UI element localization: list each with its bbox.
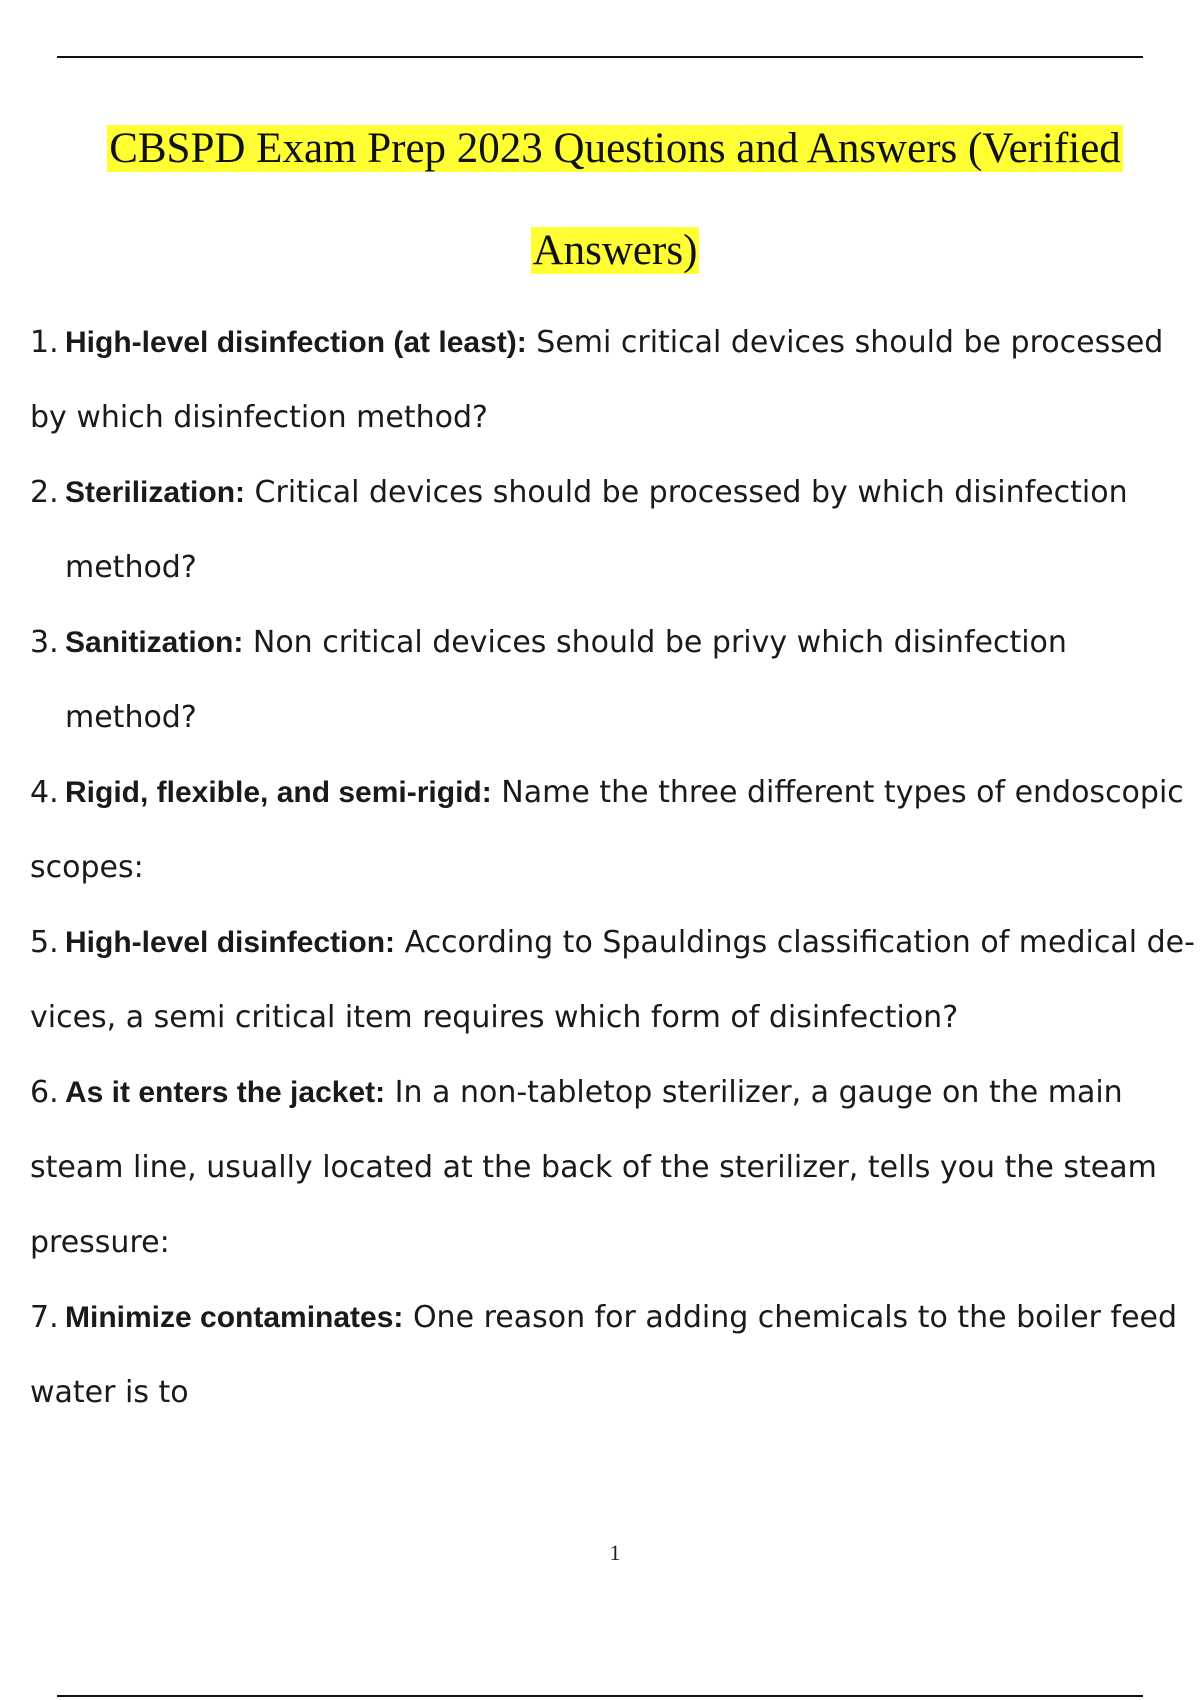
item-answer: Sanitization: xyxy=(65,626,244,659)
item-question: Semi critical devices should be processed by which disinfection method? xyxy=(30,325,1164,435)
item-question: Critical devices should be processed by which disinfection method? xyxy=(65,475,1128,585)
item-answer: High-level disinfection (at least): xyxy=(65,326,527,359)
qa-list xyxy=(30,305,1200,1430)
qa-item-3 xyxy=(30,605,1200,755)
item-question: One reason for adding chemicals to the boiler feed water is to xyxy=(30,1300,1178,1410)
item-number: 6. xyxy=(30,1075,59,1110)
page-number: 1 xyxy=(609,1540,621,1565)
qa-item-7 xyxy=(30,1280,1200,1430)
document-title xyxy=(40,98,1190,302)
top-divider xyxy=(57,56,1143,58)
item-answer: As it enters the jacket: xyxy=(65,1076,386,1109)
title-highlight: CBSPD Exam Prep 2023 Questions and Answers (Verified Answers) xyxy=(109,125,1121,274)
item-answer: Minimize contaminates: xyxy=(65,1301,404,1334)
qa-item-2 xyxy=(30,455,1200,605)
qa-item-1 xyxy=(30,305,1200,455)
item-answer: Rigid, flexible, and semi-rigid: xyxy=(65,776,492,809)
item-answer: Sterilization: xyxy=(65,476,246,509)
item-answer: High-level disinfection: xyxy=(65,926,396,959)
bottom-divider xyxy=(57,1695,1143,1697)
item-question: In a non-tabletop sterilizer, a gauge on the main steam line, usually located at the back of the sterilizer, tells you the steam pressure: xyxy=(30,1075,1157,1260)
qa-item-5 xyxy=(30,905,1200,1055)
qa-item-4 xyxy=(30,755,1200,905)
item-number: 4. xyxy=(30,775,59,810)
qa-item-6 xyxy=(30,1055,1200,1280)
item-number: 2. xyxy=(30,475,59,510)
item-number: 1. xyxy=(30,325,59,360)
item-number: 5. xyxy=(30,925,59,960)
item-number: 7. xyxy=(30,1300,59,1335)
item-number: 3. xyxy=(30,625,59,660)
item-question: Name the three different types of endoscopic scopes: xyxy=(30,775,1184,885)
item-question: Non critical devices should be privy which disinfection method? xyxy=(65,625,1067,735)
item-question: According to Spauldings classification of medical de- vices, a semi critical item requires which form of disinfection? xyxy=(30,925,1195,1035)
